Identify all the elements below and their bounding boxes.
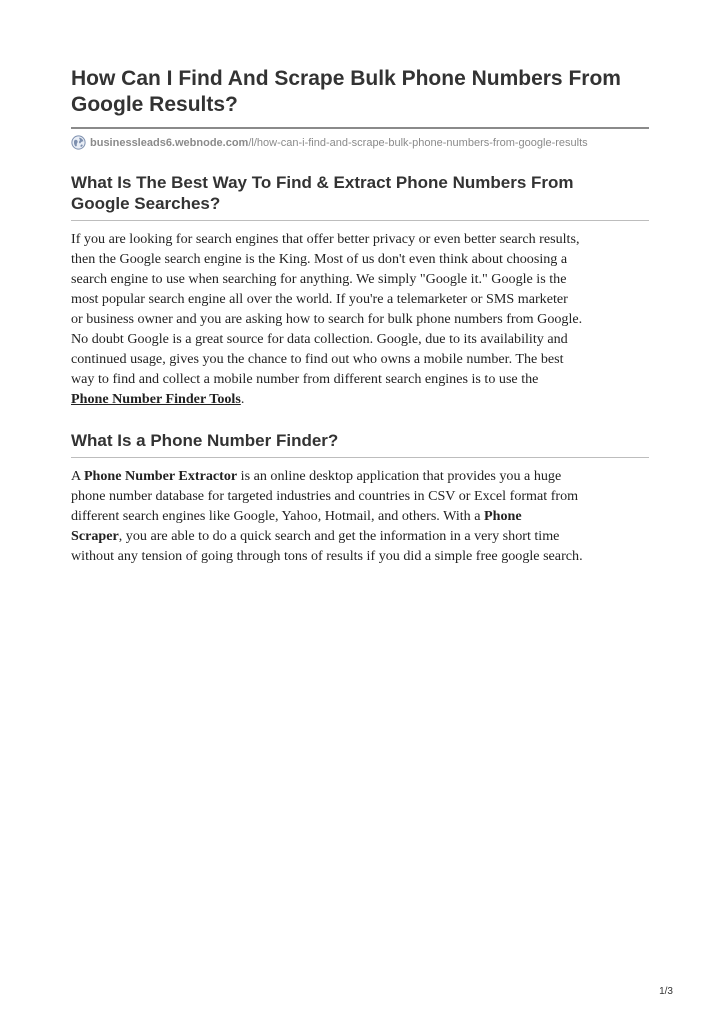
paragraph-line: way to find and collect a mobile number from different search engines is to use the (71, 371, 539, 387)
paragraph-text: , you are able to do a quick search and get the information in a very short time (118, 528, 560, 544)
source-domain: businessleads6.webnode.com (90, 136, 249, 149)
paragraph-line (71, 526, 649, 546)
paragraph-line: No doubt Google is a great source for data collection. Google, due to its availability and (71, 331, 568, 347)
title-line: Google Results? (71, 93, 238, 116)
paragraph-line: continued usage, gives you the chance to find out who owns a mobile number. The best (71, 351, 564, 367)
bold-term: Phone (484, 508, 522, 524)
section-paragraph (71, 229, 649, 409)
section-divider (71, 220, 649, 221)
title-line: How Can I Find And Scrape Bulk Phone Numbers From (71, 67, 621, 90)
bold-term: Scraper (71, 528, 119, 544)
paragraph-text: different search engines like Google, Yahoo, Hotmail, and others. With a (71, 508, 485, 524)
paragraph-text: is an online desktop application that provides you a huge (237, 468, 562, 484)
section-heading (71, 172, 649, 214)
paragraph-line: search engine to use when searching for anything. We simply "Google it." Google is the (71, 271, 567, 287)
section-heading-line: Google Searches? (71, 194, 221, 213)
paragraph-line (71, 506, 649, 526)
section-paragraph (71, 466, 649, 566)
source-url[interactable] (71, 135, 649, 150)
paragraph-line: If you are looking for search engines that offer better privacy or even better search results, (71, 231, 580, 247)
phone-number-finder-tools-link[interactable]: Phone Number Finder Tools (71, 391, 241, 407)
paragraph-line (71, 466, 649, 486)
paragraph-line: then the Google search engine is the King. Most of us don't even think about choosing a (71, 251, 568, 267)
section-heading: What Is a Phone Number Finder? (71, 431, 339, 450)
bold-term: Phone Number Extractor (83, 468, 238, 484)
source-path: /l/how-can-i-find-and-scrape-bulk-phone-numbers-from-google-results (248, 136, 588, 149)
page-title (71, 66, 649, 118)
page-number: 1/3 (659, 986, 673, 997)
section-divider (71, 457, 649, 458)
title-divider (71, 127, 649, 129)
paragraph-text: A (71, 468, 84, 484)
link-trailing-period: . (240, 391, 245, 407)
paragraph-line: most popular search engine all over the world. If you're a telemarketer or SMS marketer (71, 291, 568, 307)
document-page (71, 66, 649, 566)
paragraph-line: or business owner and you are asking how to search for bulk phone numbers from Google. (71, 311, 583, 327)
section-heading-line: What Is The Best Way To Find & Extract Phone Numbers From (71, 173, 574, 192)
paragraph-line (71, 389, 649, 409)
paragraph-line: without any tension of going through tons of results if you did a simple free google search. (71, 548, 583, 564)
globe-icon (71, 135, 86, 150)
paragraph-line: phone number database for targeted industries and countries in CSV or Excel format from (71, 488, 579, 504)
